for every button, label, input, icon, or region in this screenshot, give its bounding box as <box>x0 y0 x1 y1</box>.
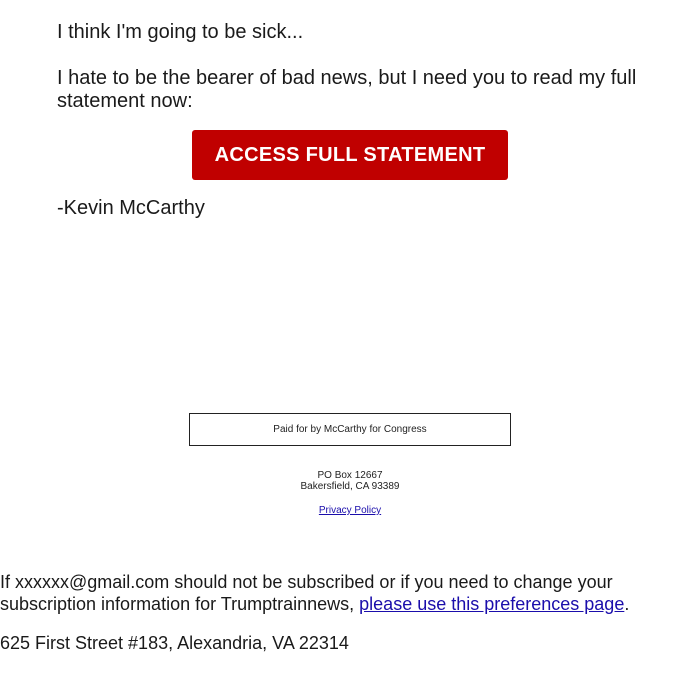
cta-container <box>57 130 643 180</box>
opening-line: I think I'm going to be sick... <box>57 21 304 43</box>
address-line-2: Bakersfield, CA 93389 <box>300 481 400 492</box>
email-footer <box>0 571 680 654</box>
paid-for-disclaimer: Paid for by McCarthy for Congress <box>189 413 511 446</box>
privacy-policy-container <box>189 505 511 516</box>
access-full-statement-button[interactable]: ACCESS FULL STATEMENT <box>192 130 508 180</box>
signature: -Kevin McCarthy <box>57 197 205 219</box>
subscription-notice-text: If xxxxxx@gmail.com should not be subscribed or if you need to change your subscription information for Trumptrainnews, <box>0 572 613 614</box>
subscription-notice <box>0 571 680 615</box>
email-body <box>57 21 657 220</box>
preferences-page-link[interactable]: please use this preferences page <box>359 594 625 614</box>
mailing-address: 625 First Street #183, Alexandria, VA 22314 <box>0 633 349 653</box>
privacy-policy-link[interactable]: Privacy Policy <box>318 505 382 516</box>
subscription-notice-end: . <box>624 594 630 614</box>
bad-news-paragraph: I hate to be the bearer of bad news, but I need you to read my full statement now: <box>57 67 637 112</box>
address-line-1: PO Box 12667 <box>317 470 383 481</box>
sender-address <box>189 470 511 492</box>
